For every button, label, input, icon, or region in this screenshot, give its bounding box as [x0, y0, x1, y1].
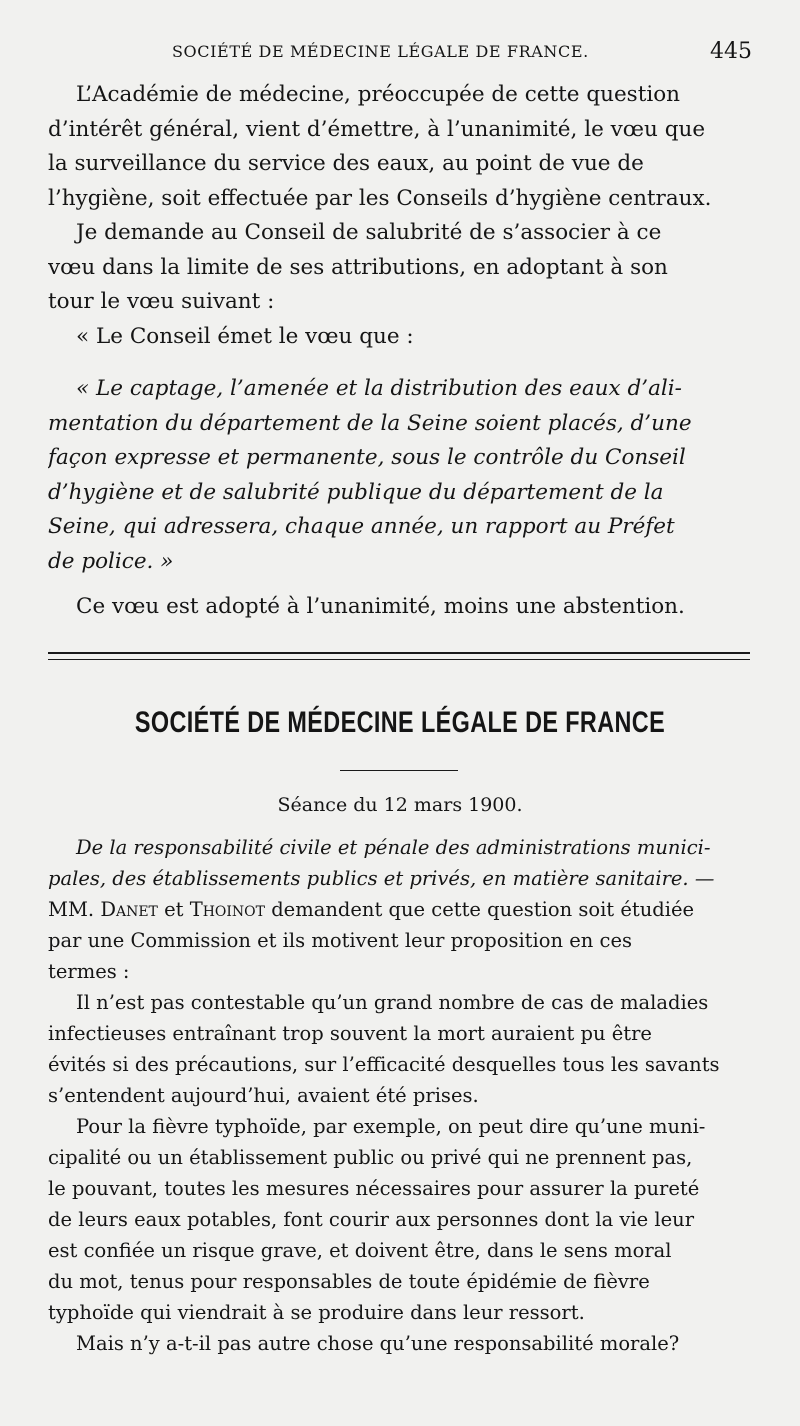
- text-line: s’entendent aujourd’hui, avaient été prises.: [48, 1084, 479, 1107]
- page-number: 445: [710, 39, 752, 64]
- section-title: SOCIÉTÉ DE MÉDECINE LÉGALE DE FRANCE: [134, 706, 666, 739]
- text-line: du mot, tenus pour responsables de toute épidémie de fièvre: [48, 1270, 650, 1293]
- quote-line: d’hygiène et de salubrité publique du département de la: [48, 479, 664, 505]
- and-word: et: [164, 898, 184, 921]
- text-line: L’Académie de médecine, préoccupée de cette question: [76, 82, 681, 107]
- lower-text: [48, 832, 752, 1359]
- text-line: Ce vœu est adopté à l’unanimité, moins une abstention.: [76, 594, 685, 619]
- text-line: par une Commission et ils motivent leur proposition en ces: [48, 929, 633, 952]
- text-line: Mais n’y a-t-il pas autre chose qu’une responsabilité morale?: [76, 1332, 680, 1355]
- authors-line: [48, 894, 752, 925]
- upper-text: [48, 78, 752, 354]
- topic-rest: demandent que cette question soit étudiée: [271, 898, 695, 921]
- topic-italic: pales, des établissements publics et privés, en matière sanitaire. —: [48, 867, 715, 890]
- text-line: Pour la fièvre typhoïde, par exemple, on peut dire qu’une muni-: [76, 1115, 706, 1138]
- running-title: SOCIÉTÉ DE MÉDECINE LÉGALE DE FRANCE.: [172, 42, 589, 61]
- text-line: le pouvant, toutes les mesures nécessaires pour assurer la pureté: [48, 1177, 700, 1200]
- text-line: la surveillance du service des eaux, au point de vue de: [48, 151, 644, 176]
- quote-line: « Le captage, l’amenée et la distribution des eaux d’ali-: [76, 376, 682, 401]
- author-thoinot: Thoinot: [189, 898, 265, 921]
- topic-line: [48, 863, 752, 894]
- text-line: d’intérêt général, vient d’émettre, à l’unanimité, le vœu que: [48, 116, 706, 142]
- text-line: Il n’est pas contestable qu’un grand nombre de cas de maladies: [76, 991, 709, 1014]
- quote-line: Seine, qui adressera, chaque année, un rapport au Préfet: [48, 514, 675, 539]
- quote-line: mentation du département de la Seine soient placés, d’une: [48, 410, 692, 436]
- text-line: évités si des précautions, sur l’efficacité desquelles tous les savants: [48, 1053, 720, 1076]
- text-line: est confiée un risque grave, et doivent être, dans le sens moral: [48, 1239, 672, 1262]
- section-divider-bottom: [48, 659, 750, 660]
- mm-label: MM.: [48, 898, 95, 921]
- running-header: [48, 39, 752, 68]
- text-line: cipalité ou un établissement public ou privé qui ne prennent pas,: [48, 1146, 693, 1169]
- text-line: typhoïde qui viendrait à se produire dans leur ressort.: [48, 1301, 585, 1324]
- title-underline: [340, 770, 458, 771]
- vote-result: [48, 590, 752, 625]
- author-danet: Danet: [100, 898, 158, 921]
- session-date: Séance du 12 mars 1900.: [277, 794, 523, 816]
- text-line: infectieuses entraînant trop souvent la mort auraient pu être: [48, 1022, 652, 1045]
- text-line: de leurs eaux potables, font courir aux personnes dont la vie leur: [48, 1208, 695, 1231]
- text-line: Je demande au Conseil de salubrité de s’associer à ce: [76, 220, 662, 245]
- resolution-quote: [48, 372, 752, 579]
- text-line: tour le vœu suivant :: [48, 289, 275, 314]
- quote-line: façon expresse et permanente, sous le contrôle du Conseil: [48, 445, 686, 470]
- section-divider-top: [48, 652, 750, 654]
- text-line: vœu dans la limite de ses attributions, en adoptant à son: [48, 254, 668, 280]
- quote-line: de police. »: [48, 548, 174, 574]
- text-line: termes :: [48, 960, 130, 983]
- text-line: « Le Conseil émet le vœu que :: [76, 323, 414, 349]
- topic-line: De la responsabilité civile et pénale des administrations munici-: [76, 836, 711, 859]
- text-line: l’hygiène, soit effectuée par les Conseils d’hygiène centraux.: [48, 185, 712, 211]
